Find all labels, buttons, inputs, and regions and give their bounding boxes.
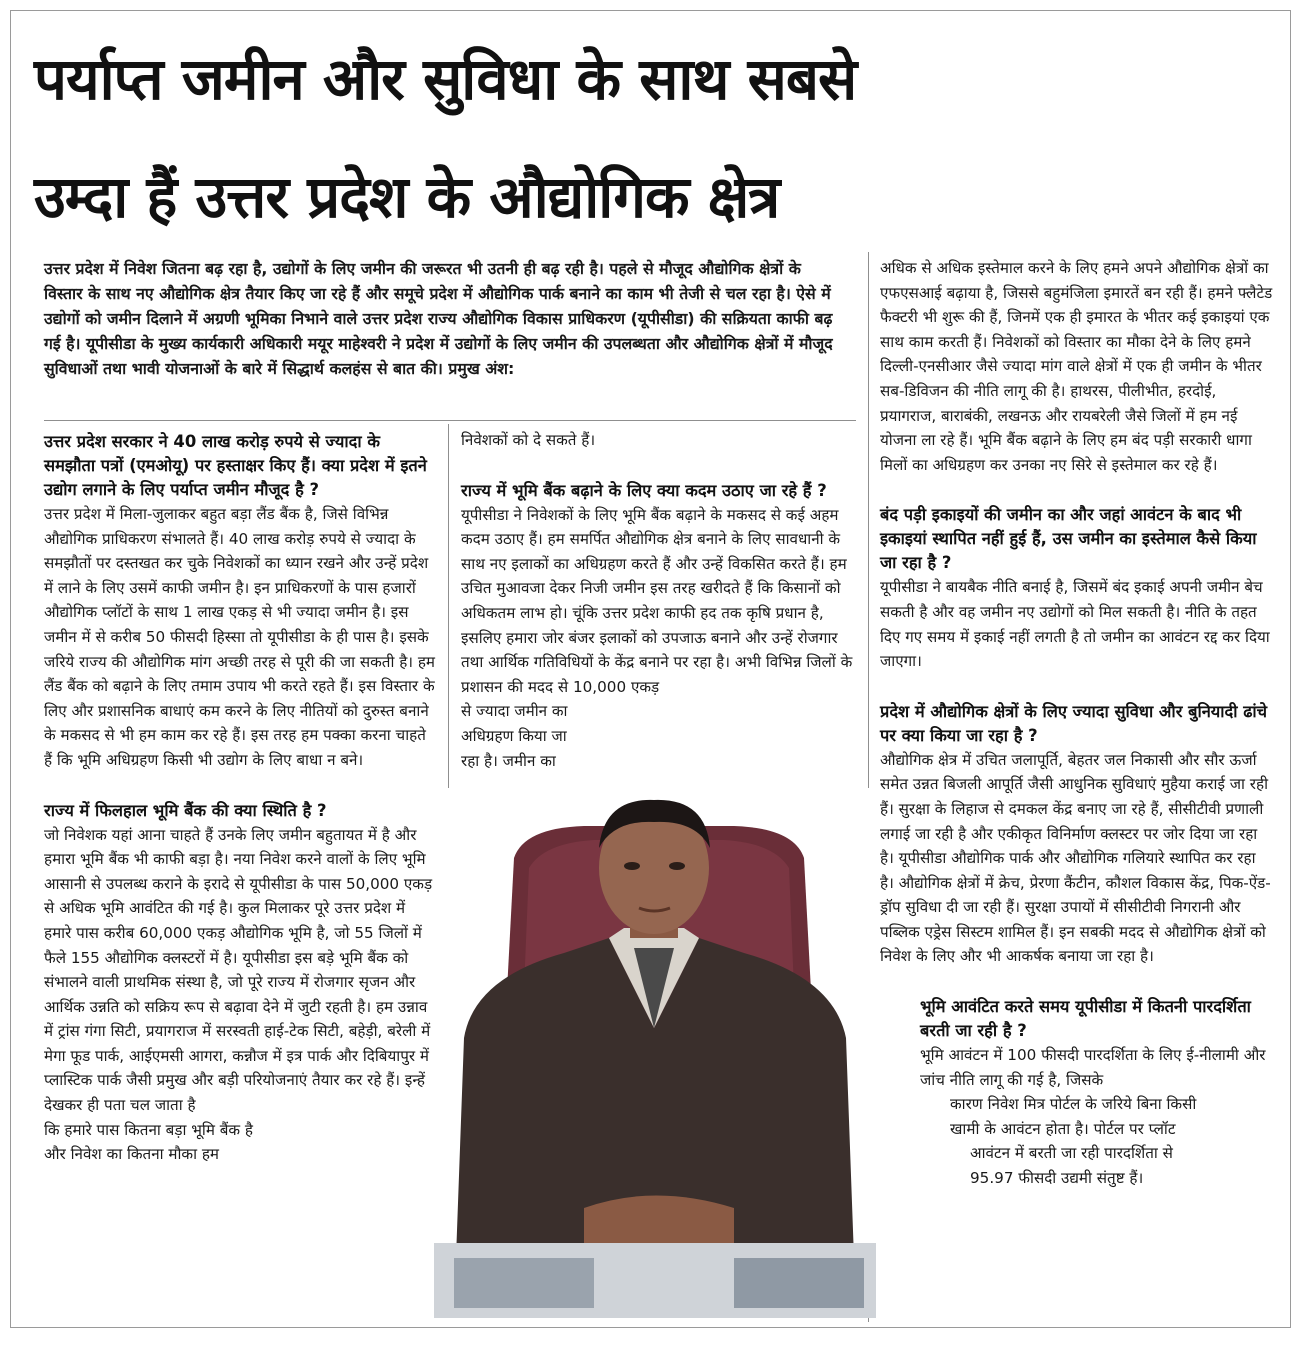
headline-line-2: उम्दा हैं उत्तर प्रदेश के औद्योगिक क्षेत्र [34,163,780,231]
answer-6-line-2: कारण निवेश मित्र पोर्टल के जरिये बिना किसी [950,1095,1197,1114]
answer-2-continuation: निवेशकों को दे सकते हैं। [461,431,596,449]
answer-4: यूपीसीडा ने बायबैक नीति बनाई है, जिसमें बंद इकाई अपनी जमीन बेच सकती है और वह जमीन नए उद्योगों को मिल सकती है। नीति के तहत दिए गए समय में इकाई नहीं लगती है तो जमीन का आवंटन रद्द कर दिया जाएगा। [880,578,1270,671]
question-4: बंद पड़ी इकाइयों की जमीन का और जहां आवंटन के बाद भी इकाइयां स्थापित नहीं हुई हैं, उस जमीन का इस्तेमाल कैसे किया जा रहा है ? [880,505,1257,573]
answer-2-end-line-1: कि हमारे पास कितना बड़ा भूमि बैंक है [44,1120,253,1139]
column-1 [44,430,436,1167]
answer-1: उत्तर प्रदेश में मिला-जुलाकर बहुत बड़ा लैंड बैंक है, जिसे विभिन्न औद्योगिक प्राधिकरण संभालते हैं। 40 लाख करोड़ रुपये से ज्यादा के समझौतों पर दस्तखत कर चुके निवेशकों का ध्यान रखने और उन्हें प्रदेश में लाने के लिए उसमें काफी जमीन है। इन प्राधिकरणों के पास हजारों औद्योगिक प्लॉटों के साथ 1 लाख एकड़ से भी ज्यादा जमीन है। इस जमीन में से करीब 50 फीसदी हिस्सा तो यूपीसीडा के ही पास है। इसके जरिये राज्य की औद्योगिक मांग अच्छी तरह से पूरी की जा सकती है। हम लैंड बैंक को बढ़ाने के लिए तमाम उपाय भी करते रहते हैं। इस विस्तार के लिए और प्रशासनिक बाधाएं कम करने के लिए नीतियों को दुरुस्त बनाने के मकसद से भी हम काम कर रहे हैं। इस तरह हम पक्का करना चाहते हैं कि भूमि अधिग्रहण किसी भी उद्योग के लिए बाधा न बने। [44,505,436,769]
answer-3-continuation: अधिक से अधिक इस्तेमाल करने के लिए हमने अपने औद्योगिक क्षेत्रों का एफएसआई बढ़ाया है, जिससे बहुमंजिला इमारतें बन रही हैं। हमने फ्लैटेड फैक्टरी भी शुरू की हैं, जिनमें एक ही इमारत के भीतर कई इकाइयां एक साथ काम करती हैं। निवेशकों को विस्तार का मौका देने के लिए हमने दिल्ली-एनसीआर जैसे ज्यादा मांग वाले क्षेत्रों में एक ही जमीन के भीतर सब-डिविजन की नीति लागू की है। हाथरस, पीलीभीत, हरदोई, प्रयागराज, बाराबंकी, लखनऊ और रायबरेली जैसे जिलों में हम नई योजना ला रहे हैं। भूमि बैंक बढ़ाने के लिए हम बंद पड़ी सरकारी धागा मिलों का अधिग्रहण कर उनका नए सिरे से इस्तेमाल कर रहे हैं। [880,259,1273,474]
desk-folder-left [454,1258,594,1308]
answer-3-end-line-2: अधिग्रहण किया जा [461,726,567,745]
answer-3-end-line-3: रहा है। जमीन का [461,751,556,770]
column-2 [461,428,853,773]
answer-3-end-line-1: से ज्यादा जमीन का [461,702,568,721]
answer-6-line-3: खामी के आवंटन होता है। पोर्टल पर प्लॉट [950,1119,1176,1138]
answer-5: औद्योगिक क्षेत्र में उचित जलापूर्ति, बेहतर जल निकासी और सौर ऊर्जा समेत उन्नत बिजली आपूर्ति जैसी आधुनिक सुविधाएं मुहैया कराई जा रही हैं। सुरक्षा के लिहाज से दमकल केंद्र बनाए जा रहे हैं, सीसीटीवी प्रणाली लगाई जा रही है और एकीकृत विनिर्माण क्लस्टर पर जोर दिया जा रहा है। यूपीसीडा औद्योगिक पार्क और औद्योगिक गलियारे स्थापित कर रहा है। औद्योगिक क्षेत्रों में क्रेच, प्रेरणा कैंटीन, कौशल विकास केंद्र, पिक-ऐंड-ड्रॉप सुविधा दी जा रही हैं। सुरक्षा उपायों में सीसीटीवी निगरानी और पब्लिक एड्रेस सिस्टम शामिल हैं। इन सबकी मदद से औद्योगिक क्षेत्रों को निवेश के लिए और भी आकर्षक बनाया जा रहा है। [880,750,1271,966]
question-5: प्रदेश में औद्योगिक क्षेत्रों के लिए ज्यादा सुविधा और बुनियादी ढांचे पर क्या किया जा रहा है ? [880,701,1268,745]
question-2: राज्य में फिलहाल भूमि बैंक की क्या स्थिति है ? [44,800,327,820]
column-3 [880,256,1274,1191]
answer-2-end-line-2: और निवेश का कितना मौका हम [44,1145,219,1164]
answer-6-line-1: भूमि आवंटन में 100 फीसदी पारदर्शिता के लिए ई-नीलामी और जांच नीति लागू की गई है, जिसके [920,1046,1266,1089]
intro-rule [44,420,856,421]
intro-paragraph: उत्तर प्रदेश में निवेश जितना बढ़ रहा है, उद्योगों के लिए जमीन की जरूरत भी उतनी ही बढ़ रही है। पहले से मौजूद औद्योगिक क्षेत्रों के विस्तार के साथ नए औद्योगिक क्षेत्र तैयार किए जा रहे हैं और समूचे प्रदेश में औद्योगिक पार्क बनाने का काम भी तेजी से चल रहा है। ऐसे में उद्योगों को जमीन दिलाने में अग्रणी भूमिका निभाने वाले उत्तर प्रदेश राज्य औद्योगिक विकास प्राधिकरण (यूपीसीडा) की सक्रियता काफी बढ़ गई है। यूपीसीडा के मुख्य कार्यकारी अधिकारी मयूर माहेश्वरी ने प्रदेश में उद्योगों के लिए जमीन की उपलब्धता और औद्योगिक क्षेत्रों में मौजूद सुविधाओं तथा भावी योजनाओं के बारे में सिद्धार्थ कलहंस से बात की। प्रमुख अंश: [44,259,833,378]
portrait-illustration [434,788,876,1318]
answer-6-line-4: आवंटन में बरती जा रही पारदर्शिता से [970,1144,1173,1163]
portrait-photo [434,788,876,1318]
question-1: उत्तर प्रदेश सरकार ने 40 लाख करोड़ रुपये से ज्यादा के समझौता पत्रों (एमओयू) पर हस्ताक्षर किए हैं। क्या प्रदेश में इतने उद्योग लगाने के लिए पर्याप्त जमीन मौजूद है ? [44,432,427,499]
left-eye [624,862,640,870]
headline [34,20,1274,256]
answer-3: यूपीसीडा ने निवेशकों के लिए भूमि बैंक बढ़ाने के मकसद से कई अहम कदम उठाए हैं। हम समर्पित औद्योगिक क्षेत्र बनाने के लिए सावधानी के साथ नए इलाकों का अधिग्रहण करते हैं और उन्हें विकसित करते हैं। हम उचित मुआवजा देकर निजी जमीन इस तरह खरीदते हैं कि किसानों को अधिकतम लाभ हो। चूंकि उत्तर प्रदेश काफी हद तक कृषि प्रधान है, इसलिए हमारा जोर बंजर इलाकों को उपजाऊ बनाने और उन्हें रोजगार तथा आर्थिक गतिविधियों के केंद्र बनाने पर रहा है। अभी विभिन्न जिलों के प्रशासन की मदद से 10,000 एकड़ [461,505,853,696]
headline-line-1: पर्याप्त जमीन और सुविधा के साथ सबसे [34,45,857,113]
hands [584,1196,734,1244]
answer-2: जो निवेशक यहां आना चाहते हैं उनके लिए जमीन बहुतायत में है और हमारा भूमि बैंक भी काफी बड़ा है। नया निवेश करने वालों के लिए भूमि आसानी से उपलब्ध कराने के इरादे से यूपीसीडा के पास 50,000 एकड़ से अधिक भूमि आवंटित की गई है। कुल मिलाकर पूरे उत्तर प्रदेश में हमारे पास करीब 60,000 एकड़ औद्योगिक भूमि है, जो 55 जिलों में फैले 155 औद्योगिक क्लस्टरों में है। यूपीसीडा इस बड़े भूमि बैंक को संभालने वाली प्राथमिक संस्था है, जो पूरे राज्य में रोजगार सृजन और आर्थिक उन्नति को सक्रिय रूप से बढ़ावा देने में जुटी रहती है। हम उन्नाव में ट्रांस गंगा सिटी, प्रयागराज में सरस्वती हाई-टेक सिटी, बहेड़ी, बरेली में मेगा फूड पार्क, आईएमसी आगरा, कन्नौज में इत्र पार्क और दिबियापुर में प्लास्टिक पार्क जैसी प्रमुख और बड़ी परियोजनाएं तैयार कर रहे हैं। इन्हें देखकर ही पता चल जाता है [44,825,433,1115]
desk-folder-right [734,1258,864,1308]
question-6: भूमि आवंटित करते समय यूपीसीडा में कितनी पारदर्शिता बरती जा रही है ? [920,997,1251,1041]
question-3: राज्य में भूमि बैंक बढ़ाने के लिए क्या कदम उठाए जा रहे हैं ? [461,480,827,500]
answer-6-line-5: 95.97 फीसदी उद्यमी संतुष्ट हैं। [970,1169,1144,1188]
right-eye [669,862,685,870]
